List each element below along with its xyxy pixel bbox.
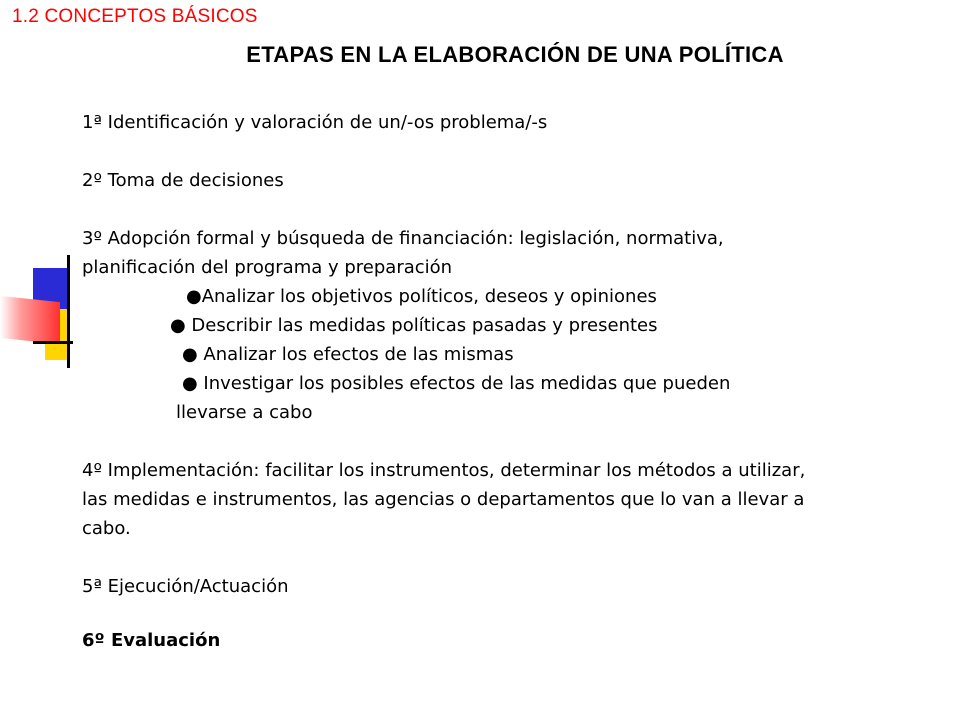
section-label: 1.2 CONCEPTOS BÁSICOS <box>12 6 258 27</box>
red-block <box>0 296 60 344</box>
stage-4-line-1: 4º Implementación: facilitar los instrumentos, determinar los métodos a utilizar, <box>82 460 806 481</box>
stage-3-bullet-3: ● Analizar los efectos de las mismas <box>182 344 514 365</box>
stage-3-bullet-4: ● Investigar los posibles efectos de las medidas que pueden <box>182 373 731 394</box>
decorative-blocks <box>0 255 80 370</box>
slide-title: ETAPAS EN LA ELABORACIÓN DE UNA POLÍTICA <box>246 42 784 67</box>
stage-6: 6º Evaluación <box>82 630 221 651</box>
stage-4-line-2: las medidas e instrumentos, las agencias o departamentos que lo van a llevar a <box>82 489 805 510</box>
stage-3-bullet-4-continuation: llevarse a cabo <box>176 402 313 423</box>
horizontal-line <box>33 341 73 344</box>
stage-2: 2º Toma de decisiones <box>82 170 284 191</box>
vertical-line <box>67 255 70 368</box>
stage-3-bullet-2: ● Describir las medidas políticas pasadas y presentes <box>170 315 658 336</box>
stages-list <box>82 108 942 655</box>
stage-3-bullet-1: ●Analizar los objetivos políticos, deseos y opiniones <box>186 286 657 307</box>
stage-4-line-3: cabo. <box>82 518 131 539</box>
stage-5: 5ª Ejecución/Actuación <box>82 576 289 597</box>
stage-3-line-2: planificación del programa y preparación <box>82 257 453 278</box>
stage-3-line-1: 3º Adopción formal y búsqueda de financiación: legislación, normativa, <box>82 228 724 249</box>
stage-1: 1ª Identificación y valoración de un/-os problema/-s <box>82 112 548 133</box>
